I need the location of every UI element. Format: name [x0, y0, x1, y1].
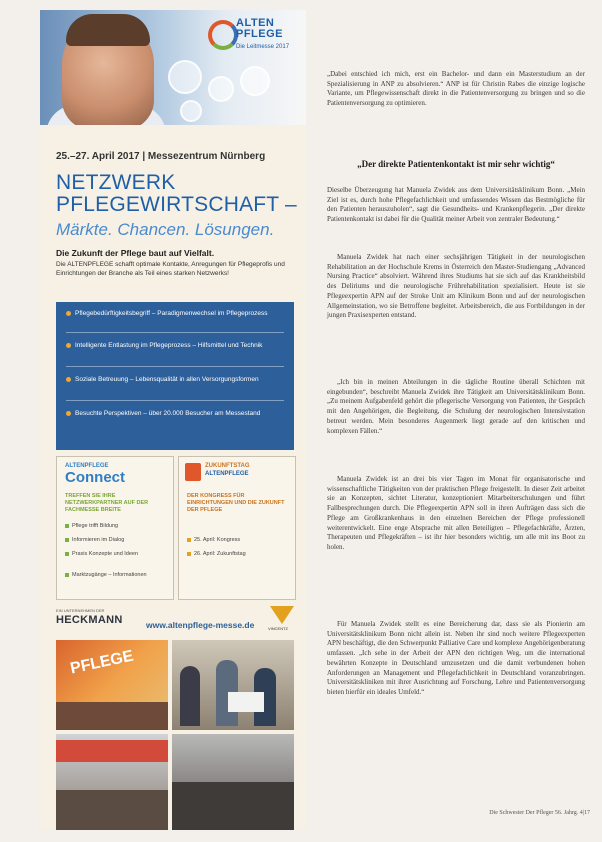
panel-item: Pflege trifft Bildung	[65, 523, 165, 530]
logo-tagline: Die Leitmesse 2017	[236, 44, 290, 50]
logo-ring-icon	[208, 20, 238, 50]
photo-hall	[56, 734, 168, 830]
photo-banner	[56, 640, 168, 730]
bullet-square-icon	[187, 552, 191, 556]
network-bubble	[208, 76, 234, 102]
panel-kicker: ZUKUNFTSTAG	[205, 463, 250, 469]
divider	[66, 366, 284, 367]
panel-item: 26. April: Zukunftstag	[187, 551, 287, 558]
panel-title: Connect	[65, 469, 125, 486]
altenpflege-logo	[208, 16, 302, 58]
crowd	[172, 782, 294, 830]
panel-item: 25. April: Kongress	[187, 537, 287, 544]
bullet-square-icon	[65, 538, 69, 542]
vincentz-label: VINCENTZ	[268, 626, 288, 631]
banner-text: PFLEGE	[68, 647, 135, 678]
panel-item: Praxis Konzepte und Ideen	[65, 551, 165, 558]
logo-wordmark: ALTEN PFLEGE	[236, 17, 284, 40]
ad-subline: Märkte. Chancen. Lösungen.	[56, 220, 275, 239]
website-link[interactable]: www.altenpflege-messe.de	[146, 620, 255, 630]
crowd	[56, 790, 168, 830]
sponsor-kicker: EIN UNTERNEHMEN DER	[56, 608, 105, 613]
ad-lead: Die Zukunft der Pflege baut auf Vielfalt.	[56, 248, 215, 258]
event-dates: 25.–27. April 2017 | Messezentrum Nürnberg	[56, 151, 266, 162]
panel-kicker: ALTENPFLEGE	[65, 463, 109, 469]
divider	[66, 332, 284, 333]
topics-box	[56, 302, 294, 450]
person	[180, 666, 200, 726]
network-bubble	[240, 66, 270, 96]
panel-description: DER KONGRESS FÜR EINRICHTUNGEN UND DIE ZUKUNFT DER PFLEGE	[187, 493, 285, 513]
bullet-dot-icon	[66, 311, 71, 316]
article-paragraph: Für Manuela Zwidek stellt es eine Bereicherung dar, dass sie als Pionierin am Universitätsklinikum Bonn nicht allein ist. Neben ihr sind noch weitere Pflegeexperten APN beschäftigt, die den Schwerpunkt Palliative Care und komplexe Angehörigenberatung umfassen. „Ich sehe in der Arbeit der APN den richtigen Weg, um die international bewährten Konzepte in Deutschland umzusetzen und die damit verbundenen hohen Anforderungen an Management und Pflegefachlichkeit in Deutschland voranzubringen. Universitätskliniken mit ihrer Ausrichtung auf Forschung, Lehre und Patientenversorgung bieten hierfür ein ideales Umfeld.“	[327, 620, 585, 696]
heckmann-logo: HECKMANN	[56, 614, 123, 626]
network-bubble	[180, 100, 202, 122]
page-footer: Die Schwester Der Pfleger 56. Jahrg. 4|17	[489, 810, 590, 816]
ad-headline: NETZWERK PFLEGEWIRTSCHAFT –	[56, 171, 297, 216]
bullet-square-icon	[65, 552, 69, 556]
person-hair	[66, 14, 150, 46]
bullet-dot-icon	[66, 377, 71, 382]
article-paragraph: „Ich bin in meinen Abteilungen in die tägliche Routine überall Schichten mit eingebunden“, beschreibt Manuela Zwidek ihre Tätigkeit am Universitätsklinikum Bonn. „Zu meinem Aufgabenfeld gehört die pflegerische Versorgung von Patienten, ihr Gespräch mit den Angehörigen, die Begleitung, die Schulung der neurologischen Intensivstation betreut werden. Mein besonderes Augenmerk liegt gerade auf den kritischen und komplexen Fällen.“	[327, 378, 585, 435]
article-paragraph: Manuela Zwidek hat nach einer sechsjährigen Tätigkeit in der neurologischen Rehabilitation an der Hochschule Krems in Österreich den Master-Studiengang „Advanced Nursing Practice“ absolviert. Während ihres Studiums hat sie sich auf das Krankheitsbild des Deliriums und die neurologische Frührehabilitation spezialisiert. Heute ist sie Pflegeexpertin APN auf der Stroke Unit am Klinikum Bonn und auf der neurologischen Allgemeinstation, wo sie Betroffene begleitet. Arbeitsbereich, die aus Fortbildungen in der jungen Praxisexperten entstand.	[327, 253, 585, 320]
article-subheading: „Der direkte Patientenkontakt ist mir sehr wichtig“	[357, 159, 555, 169]
photo-meeting	[172, 640, 294, 730]
bullet-square-icon	[187, 538, 191, 542]
screen	[228, 692, 264, 712]
network-bubble	[168, 60, 202, 94]
panel-title: ALTENPFLEGE	[205, 471, 249, 477]
stand-banner	[56, 740, 168, 762]
topic-item: Besuchte Perspektiven – über 20.000 Besucher am Messestand	[66, 410, 286, 419]
article-paragraph: „Dabei entschied ich mich, erst ein Bachelor- und dann ein Masterstudium an der Spezialisierung in ANP zu absolvieren.“ ANP ist für Christin Rabes die einzige logische Variante, um Pflegewissenschaft direkt in die Patientenversorgung zu bringen und so die Patientenversorgung zu optimieren.	[327, 70, 585, 108]
advertisement	[40, 10, 306, 830]
bullet-dot-icon	[66, 411, 71, 416]
photo-audience	[172, 734, 294, 830]
bullet-dot-icon	[66, 343, 71, 348]
divider	[66, 400, 284, 401]
calendar-icon	[185, 463, 201, 481]
sponsor-row	[56, 606, 294, 634]
panel-item: Marktzugänge – Informationen	[65, 572, 165, 579]
ad-intro: Die ALTENPFLEGE schafft optimale Kontakte, Anregungen für Pflegeprofis und Einrichtungen der Branche als Teil eines starken Netzwerks!	[56, 261, 285, 277]
bullet-square-icon	[65, 524, 69, 528]
topic-item: Intelligente Entlastung im Pflegeprozess – Hilfsmittel und Technik	[66, 342, 286, 351]
vincentz-logo-icon	[270, 606, 294, 624]
crowd	[56, 702, 168, 730]
article-paragraph: Dieselbe Überzeugung hat Manuela Zwidek aus dem Universitätsklinikum Bonn. „Mein Ziel ist es, durch hohe Pflegefachlichkeit und umfassendes Wissen das Bestmögliche für den Patienten herauszuholen“, sagt die Gesundheits- und Krankenpflegerin. „Der direkte Patientenkontakt ist dabei für die Qualität meiner Arbeit von zentraler Bedeutung.“	[327, 186, 585, 224]
zukunftstag-panel	[178, 456, 296, 600]
panel-description: TREFFEN SIE IHRE NETZWERKPARTNER AUF DER FACHMESSE BREITE	[65, 493, 149, 513]
hero-image	[40, 10, 306, 125]
bullet-square-icon	[65, 573, 69, 577]
connect-panel	[56, 456, 174, 600]
panel-item: Informieren im Dialog	[65, 537, 165, 544]
topic-item: Soziale Betreuung – Lebensqualität in allen Versorgungsformen	[66, 376, 286, 385]
topic-item: Pflegebedürftigkeitsbegriff – Paradigmenwechsel im Pflegeprozess	[66, 310, 286, 319]
article-paragraph: Manuela Zwidek ist an drei bis vier Tagen im Monat für organisatorische und wissenschaftliche Tätigkeiten von der praktischen Pflege freigestellt. In dieser Zeit arbeitet sie an Konzepten, sichtet Literatur, konzeptioniert Mitarbeiterschulungen und führt Fallbesprechungen durch. Die Pflegeexpertin APN soll in ihren Aufträgen dass sich die Pflege am Großkrankenhaus in den einzelnen Bereichen der Pflege professionell weiterentwickelt. Eine enge Absprache mit allen Beteiligten – Pflegefachkräfte, Ärzten, Therapeuten und Pflegekräften – ist ihr hier besonders wichtig, um alle mit ins Boot zu holen.	[327, 475, 585, 551]
